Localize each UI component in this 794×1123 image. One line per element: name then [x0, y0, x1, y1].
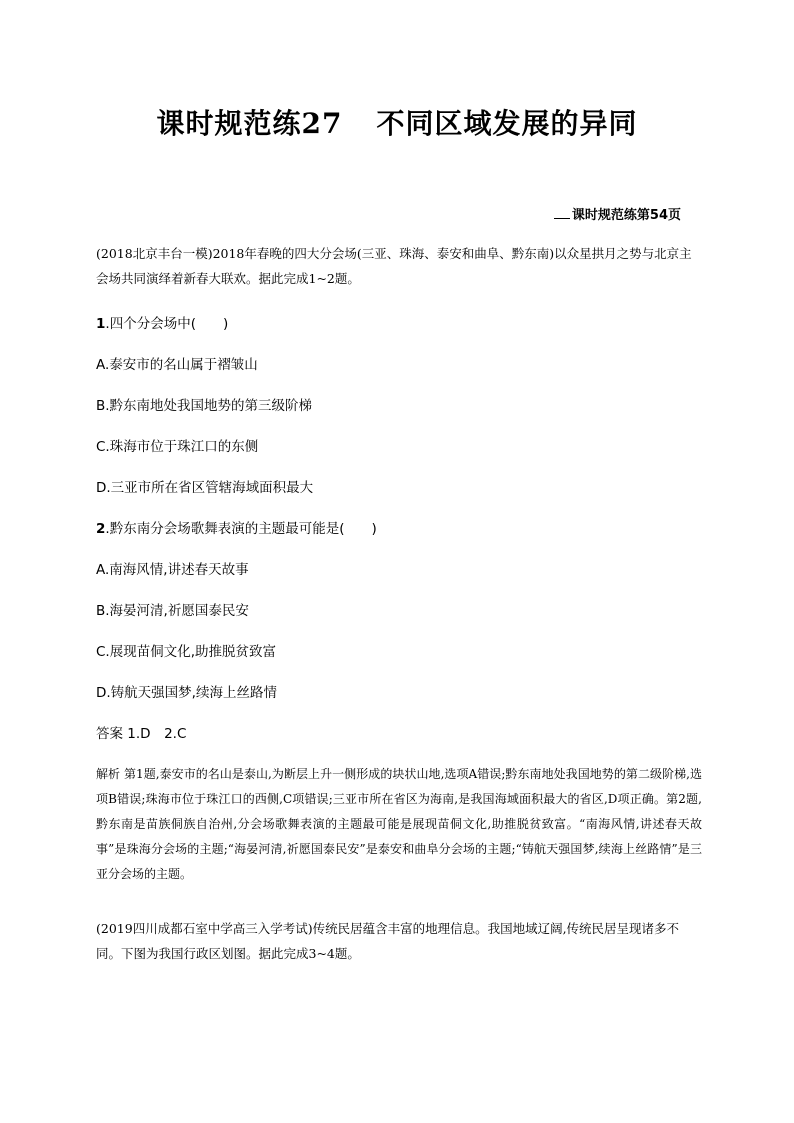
explanation-paragraph [96, 762, 702, 887]
question-1-option-c: C.珠海市位于珠江口的东侧 [96, 439, 259, 455]
question-2-option-d: D.铸航天强国梦,续海上丝路情 [96, 685, 277, 701]
title-lesson: 课时规范练27 [156, 107, 343, 140]
intro-paragraph-2: (2019四川成都石室中学高三入学考试)传统民居蕴含丰富的地理信息。我国地域辽阔,传统民居呈现诸多不同。下图为我国行政区划图。据此完成3~4题。 [96, 921, 680, 961]
intro-paragraph-1: (2018北京丰台一模)2018年春晚的四大分会场(三亚、珠海、泰安和曲阜、黔东南)以众星拱月之势与北京主会场共同演绎着新春大联欢。据此完成1~2题。 [96, 246, 692, 286]
explanation-label: 解析 [96, 767, 121, 781]
question-2-option-a: A.南海风情,讲述春天故事 [96, 562, 249, 578]
page-title [0, 102, 794, 142]
reference-text: 课时规范练第54页 [571, 208, 681, 223]
question-2-stem [96, 517, 377, 537]
question-1-option-a: A.泰安市的名山属于褶皱山 [96, 357, 258, 373]
question-2-text: .黔东南分会场歌舞表演的主题最可能是( ) [105, 521, 377, 537]
page-reference [554, 204, 681, 223]
explanation-text: 第1题,泰安市的名山是泰山,为断层上升一侧形成的块状山地,选项A错误;黔东南地处我国地势的第二级阶梯,选项B错误;珠海市位于珠江口的西侧,C项错误;三亚市所在省区为海南,是我国海域面积最大的省区,D项正确。第2题,黔东南是苗族侗族自治州,分会场歌舞表演的主题最可能是展现苗侗文化,助推脱贫致富。“南海风情,讲述春天故事”是珠海分会场的主题;“海晏河清,祈愿国泰民安”是泰安和曲阜分会场的主题;“铸航天强国梦,续海上丝路情”是三亚分会场的主题。 [96, 767, 702, 881]
title-topic: 不同区域发展的异同 [376, 107, 638, 140]
question-1-option-b: B.黔东南地处我国地势的第三级阶梯 [96, 398, 313, 414]
question-2-option-c: C.展现苗侗文化,助推脱贫致富 [96, 644, 277, 660]
question-2-number: 2 [96, 521, 106, 537]
question-2-option-b: B.海晏河清,祈愿国泰民安 [96, 603, 249, 619]
question-1-option-d: D.三亚市所在省区管辖海域面积最大 [96, 480, 314, 496]
reference-underline [554, 208, 570, 219]
question-1-text: .四个分会场中( ) [105, 316, 229, 332]
question-1-stem [96, 312, 228, 332]
answer-line [96, 722, 186, 742]
answer-value: 1.D 2.C [123, 726, 187, 742]
answer-label: 答案 [96, 726, 123, 742]
question-1-number: 1 [96, 316, 106, 332]
